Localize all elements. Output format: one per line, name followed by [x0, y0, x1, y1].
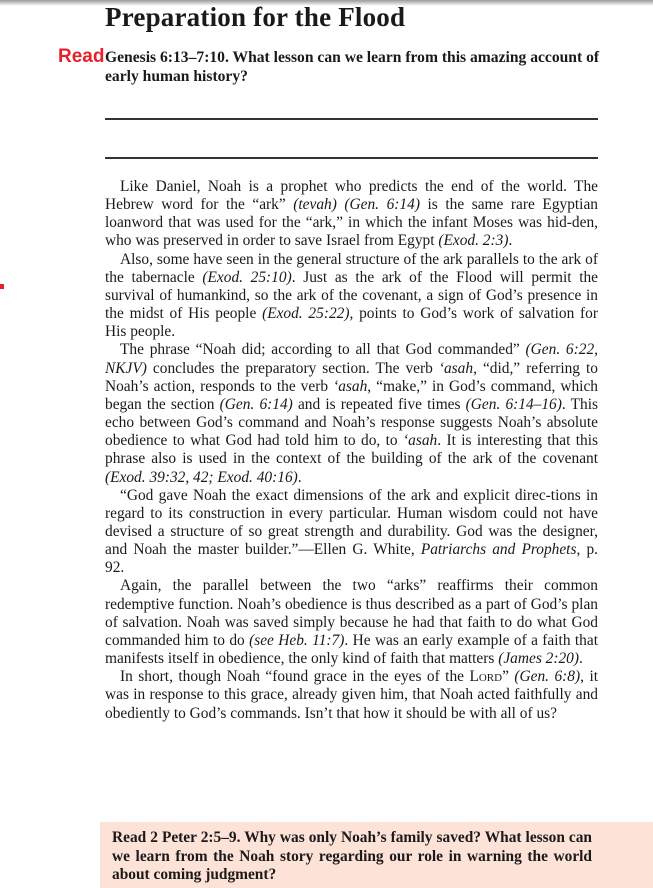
scripture-reference: (Exod. 25:22)	[262, 305, 350, 323]
paragraph	[105, 577, 598, 668]
scripture-reference: ‘asah	[438, 359, 474, 377]
paragraph	[105, 178, 598, 251]
text-segment: . Just as the ark of the Flood will permit the survival of humankind, so the ark of the covenant, a sign of God’s presence in the midst of His people	[105, 268, 598, 323]
text-segment: .	[508, 232, 513, 250]
text-segment: Also, some have seen in the general structure of the ark parallels to the ark of the tabernacle	[105, 250, 598, 286]
text-segment: The phrase “Noah did; according to all that God commanded”	[120, 341, 526, 359]
scripture-reference: (Exod. 39:32, 42; Exod. 40:16)	[105, 468, 298, 486]
text-segment: . He was an early example of a faith that manifests itself in obedience, the only kind of faith that matters	[105, 631, 598, 668]
text-segment: .	[297, 468, 302, 486]
read-question-text: Genesis 6:13–7:10. What lesson can we learn from this amazing account of early human history?	[105, 49, 600, 85]
text-segment: Again, the parallel between the two “arks” reaffirms their common redemptive function. Noah’s obedience is thus described as a part of God’s plan of salvation. Noah was saved simply because he had that faith to do what God commanded him to do	[105, 577, 598, 649]
text-segment: “God gave Noah the exact dimensions of the ark and explicit direc-tions in regard to its construction in every particular. Human wisdom could not have devised a structure of so great strength and durability. God was the designer, and Noah the master builder.”—Ellen G. White,	[105, 486, 598, 559]
text-segment: , points to God’s work of salvation for His people.	[105, 305, 598, 341]
read-label: Read	[58, 46, 105, 67]
scripture-reference: (Exod. 25:10)	[202, 268, 292, 286]
answer-line-2[interactable]	[105, 157, 598, 159]
text-segment: Like Daniel, Noah is a prophet who predicts the end of the world. The Hebrew word for the “ark”	[105, 178, 598, 214]
scripture-reference: (Gen. 6:14)	[219, 395, 293, 413]
scripture-reference: Patriarchs and Prophets	[420, 541, 577, 559]
text-segment: is the same rare Egyptian loanword that was used for the “ark,” in which the infant Moses was hid-den, who was preserved in order to save Israel from Egypt	[105, 196, 598, 250]
text-segment: In short, though Noah “found grace in the eyes of the	[120, 668, 470, 686]
scripture-reference: (Gen. 6:8)	[514, 668, 581, 686]
text-segment: . It is interesting that this phrase also is used in the context of the building of the ark of the covenant	[105, 432, 598, 468]
scripture-reference: (James 2:20)	[498, 650, 579, 668]
answer-line-1[interactable]	[105, 118, 598, 120]
read-question	[58, 47, 600, 86]
text-segment: concludes the preparatory section. The verb	[146, 359, 439, 377]
bottom-question: Read 2 Peter 2:5–9. Why was only Noah’s family saved? What lesson can we learn from the Noah story regarding our role in warning the world about coming judgment?	[112, 829, 592, 883]
text-segment: Lord	[469, 668, 503, 686]
margin-marker	[0, 284, 4, 289]
scripture-reference: ‘asah	[333, 377, 368, 395]
scripture-reference: (see Heb. 11:7)	[249, 631, 345, 649]
paragraph	[105, 668, 598, 722]
text-segment: .	[579, 650, 583, 668]
text-segment: , “did,” referring to Noah’s action, responds to the verb	[105, 359, 598, 395]
scripture-reference: ‘asah	[403, 432, 438, 450]
paragraph	[105, 487, 598, 578]
scripture-reference: (tevah) (Gen. 6:14)	[293, 196, 420, 214]
paragraph	[105, 341, 598, 486]
scripture-reference: (Gen. 6:14–16)	[465, 395, 562, 413]
text-segment: ”	[502, 668, 515, 686]
page-title: Preparation for the Flood	[105, 2, 406, 32]
text-segment: , “make,” in God’s command, which began the section	[105, 377, 598, 413]
text-segment: , it was in response to this grace, already given him, that Noah acted faithfully and obediently to God’s commands. Isn’t that how it should be with all of us?	[105, 668, 598, 722]
text-segment: and is repeated five times	[292, 395, 466, 413]
body-text	[105, 178, 598, 723]
text-segment: , p. 92.	[105, 541, 598, 577]
scripture-reference: (Exod. 2:3)	[438, 232, 509, 250]
text-segment: . This echo between God’s command and Noah’s response suggests Noah’s absolute obedience to what God had told him to do, to	[105, 395, 598, 450]
scripture-reference: (Gen. 6:22, NKJV)	[105, 341, 598, 377]
paragraph	[105, 251, 598, 342]
